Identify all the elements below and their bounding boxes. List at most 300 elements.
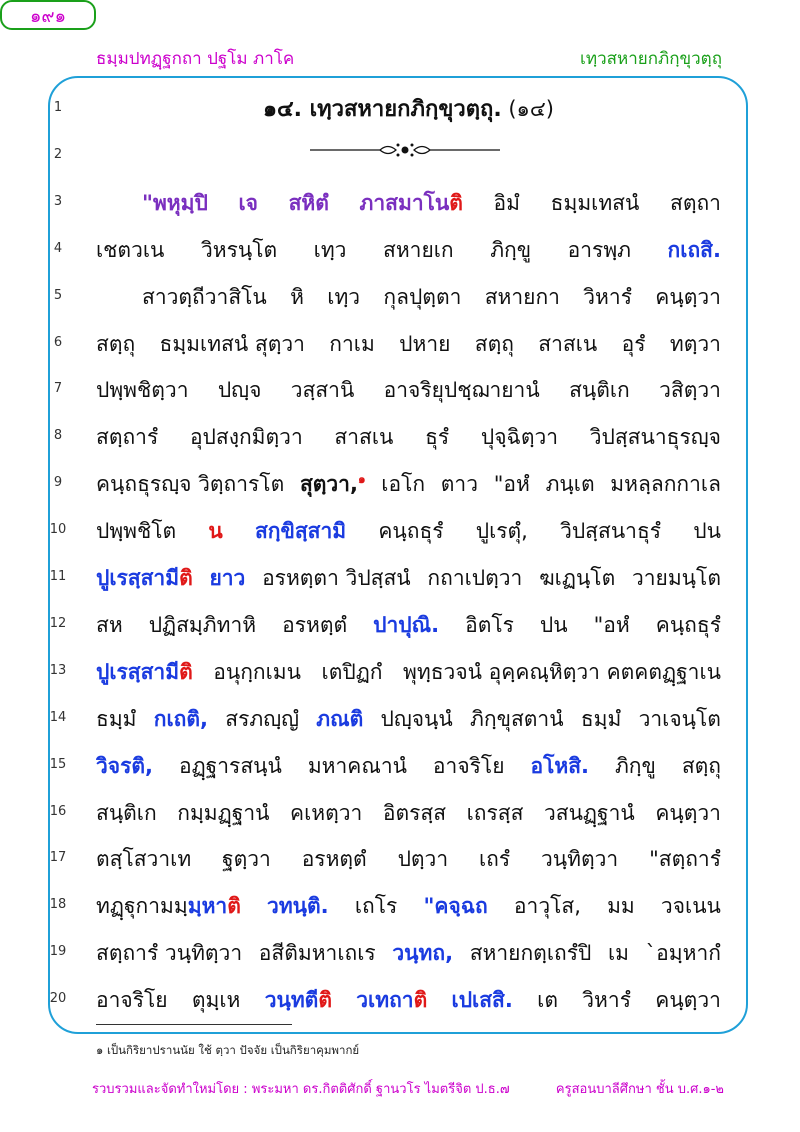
line-text xyxy=(142,274,721,321)
word-text: สตฺถุ xyxy=(681,753,721,778)
text-line xyxy=(0,461,800,508)
word-text: วทนฺติ. xyxy=(267,894,329,919)
word xyxy=(300,461,366,508)
word xyxy=(190,414,303,461)
word-text: กาเม xyxy=(329,331,375,356)
line-text xyxy=(96,930,721,977)
word xyxy=(423,883,487,930)
word-text: กุลปุตฺตา xyxy=(383,284,462,309)
word xyxy=(383,274,461,321)
header-story-title: เทฺวสหายกภิกฺขุวตฺถุ xyxy=(580,48,722,69)
text-line xyxy=(0,930,800,977)
word-text: "อหํ xyxy=(593,612,630,637)
word-particle: ติ xyxy=(449,190,463,215)
word-text: สนฺติเก xyxy=(96,800,157,825)
word xyxy=(381,696,453,743)
word-text: ทฏฺฐุกามมฺ xyxy=(96,894,188,919)
word-text: ธมฺมํ xyxy=(96,706,137,731)
word xyxy=(490,227,531,274)
word xyxy=(615,743,656,790)
word-text: เม xyxy=(607,941,630,966)
word-text: ธมฺมํ xyxy=(580,706,622,731)
line-text xyxy=(96,555,721,602)
word-text: ฆเฏนฺโต xyxy=(539,566,616,590)
text-line xyxy=(0,883,800,930)
word-text: อรหตฺตํ xyxy=(301,847,367,872)
word-text: ปพฺพชิตฺวา xyxy=(96,378,189,403)
word-text: "พหุมฺปิ xyxy=(142,190,208,215)
word-particle: ติ xyxy=(179,659,193,684)
footer-course: ครูสอนบาลีศึกษา ชั้น บ.ศ.๑-๒ xyxy=(555,1082,724,1097)
text-line xyxy=(0,602,800,649)
word-text: มหาคณานํ xyxy=(307,753,407,778)
word-text: มหลฺลกกาเล xyxy=(610,472,721,497)
word-text: วิปสฺสนาธุรํ xyxy=(560,519,662,544)
line-number: 2 xyxy=(53,146,63,162)
word-text: อิตรสฺส xyxy=(382,800,447,825)
word-text: คเหตฺวา xyxy=(290,800,363,825)
word-text: สหายกา xyxy=(484,284,560,309)
word xyxy=(316,696,363,743)
word xyxy=(238,180,257,227)
word-text: เตปิฏกํ xyxy=(321,659,383,684)
word-text: วาเจนฺโต xyxy=(638,706,721,731)
word-text: วิหารํ xyxy=(583,284,632,309)
word xyxy=(649,836,721,883)
word xyxy=(96,508,176,555)
word-text: ปพฺพชิโต xyxy=(96,519,177,544)
footer-author: รวบรวมและจัดทำใหม่โดย : พระมหา ดร.กิตติศักดิ์ ฐานวโร ไมตรีจิต ป.ธ.๗ xyxy=(92,1082,510,1097)
text-line xyxy=(0,649,800,696)
word-text: สาสเน xyxy=(334,425,394,450)
word-text: ตุมฺเห xyxy=(191,988,241,1013)
word xyxy=(263,86,502,133)
word-text: น xyxy=(208,519,223,544)
word xyxy=(96,836,191,883)
word xyxy=(383,227,454,274)
word xyxy=(502,86,554,133)
word-particle: ติ xyxy=(179,566,193,590)
word xyxy=(682,743,721,790)
word xyxy=(403,649,721,696)
word xyxy=(481,414,558,461)
word xyxy=(329,321,375,368)
word-text: สุตฺวา, xyxy=(299,472,358,497)
word-text: คนฺตฺวา xyxy=(655,284,721,309)
line-number: 16 xyxy=(49,803,67,819)
line-text xyxy=(96,86,721,133)
word-text: อฏฺฐารสนฺนํ xyxy=(178,753,282,778)
word-text: คนฺตฺวา xyxy=(655,800,721,825)
word xyxy=(267,883,329,930)
word xyxy=(96,227,164,274)
word-text: ภนฺเต xyxy=(545,472,595,497)
word-text: ปาปุณิ. xyxy=(373,612,440,637)
word-text: เอโก xyxy=(381,472,426,497)
word-text: สตฺถุ xyxy=(96,331,136,356)
footnote-rule xyxy=(96,1024,292,1025)
word xyxy=(290,790,362,837)
word-text: "คจฺฉถ xyxy=(423,894,488,919)
word-text: คนฺตฺวา xyxy=(655,988,721,1013)
word-text: "สตฺถารํ xyxy=(649,847,721,872)
word-text: อาจริยุปชฺฌายานํ xyxy=(383,378,540,403)
word-text: คนฺถธุรํ xyxy=(378,519,444,544)
text-line xyxy=(0,696,800,743)
word xyxy=(142,180,208,227)
word-text: อสีติมหาเถเร xyxy=(258,941,376,966)
word xyxy=(179,743,282,790)
word xyxy=(568,227,631,274)
word-text: สหายเก xyxy=(383,237,454,262)
word-text: เปเสสิ. xyxy=(451,988,513,1013)
word xyxy=(96,696,137,743)
word-text: ฐตฺวา xyxy=(222,847,271,872)
line-text xyxy=(96,743,721,790)
word xyxy=(96,790,157,837)
word xyxy=(514,883,581,930)
word xyxy=(314,227,347,274)
word-text: ภาสมาโน xyxy=(359,190,450,215)
word xyxy=(560,508,661,555)
word-text: สตฺถา xyxy=(670,190,721,215)
word-text: หิ xyxy=(290,284,304,309)
word-text: สนฺติเก xyxy=(569,378,630,403)
word xyxy=(96,367,189,414)
word-text: ตาว xyxy=(440,472,479,497)
word xyxy=(441,461,478,508)
word xyxy=(96,602,123,649)
word-text: ธมฺมเทสนํ xyxy=(550,190,640,215)
word xyxy=(381,461,425,508)
word xyxy=(209,555,245,602)
word xyxy=(546,461,595,508)
line-number: 9 xyxy=(53,475,63,491)
word-text: ปูเรสฺสามี xyxy=(96,566,180,590)
word-text: ปน xyxy=(693,519,721,544)
word-text: ๑๔. เทฺวสหายกภิกฺขุวตฺถุ. xyxy=(263,97,502,122)
word-text: ปูเรตุํ, xyxy=(475,519,528,544)
word-text: อนุกฺกเมน xyxy=(213,659,302,684)
line-number: 19 xyxy=(49,944,67,960)
word xyxy=(646,930,721,977)
word xyxy=(383,790,446,837)
footnote-marker: ๑ xyxy=(357,472,366,487)
line-number: 11 xyxy=(49,569,67,584)
word xyxy=(485,274,560,321)
word xyxy=(360,180,463,227)
word-text: อาจริโย xyxy=(432,753,505,778)
word xyxy=(594,602,630,649)
word xyxy=(373,602,439,649)
word xyxy=(693,508,721,555)
word xyxy=(154,696,208,743)
line-text xyxy=(96,367,721,414)
line-text xyxy=(96,649,721,696)
word xyxy=(291,367,355,414)
word xyxy=(427,555,522,602)
word-text: ปญฺจ xyxy=(217,378,262,403)
word xyxy=(538,321,597,368)
word xyxy=(160,321,305,368)
word xyxy=(96,930,242,977)
line-number: 18 xyxy=(49,897,67,913)
word-text: เต xyxy=(537,988,558,1013)
text-line xyxy=(0,555,800,602)
word xyxy=(670,321,721,368)
text-line xyxy=(0,743,800,790)
line-number: 1 xyxy=(53,100,63,115)
word xyxy=(655,274,721,321)
word xyxy=(494,461,530,508)
word-text: สห xyxy=(96,612,123,637)
line-text xyxy=(96,227,721,274)
word-text: ตสฺโสวาเท xyxy=(96,847,192,872)
word-text: วจเนน xyxy=(660,894,721,919)
word-text: อโหสิ. xyxy=(530,753,589,778)
text-line xyxy=(0,133,800,180)
footnote: ๑ เป็นกิริยาปรานนัย ใช้ ตฺวา ปัจจัย เป็นกิริยาคุมพากย์ xyxy=(96,1043,360,1057)
word-text: วิปสฺสนาธุรญฺจ xyxy=(589,425,721,450)
word xyxy=(218,367,262,414)
line-number: 5 xyxy=(53,287,63,303)
word xyxy=(569,367,630,414)
line-text xyxy=(96,836,721,883)
line-text xyxy=(96,790,721,837)
word-text: วิหรนฺโต xyxy=(200,237,278,262)
word-text: "อหํ xyxy=(493,472,530,497)
word xyxy=(661,883,721,930)
word xyxy=(201,227,277,274)
word xyxy=(378,508,443,555)
word xyxy=(467,790,524,837)
word xyxy=(308,743,407,790)
word-text: เถรํ xyxy=(478,847,511,872)
word xyxy=(583,274,632,321)
word xyxy=(213,649,301,696)
word-text: เทฺว xyxy=(327,284,361,309)
word-text: วสนฏฺฐานํ xyxy=(543,800,635,825)
word xyxy=(470,696,564,743)
word xyxy=(255,508,346,555)
word-text: สรภญฺญํ xyxy=(225,706,300,731)
word xyxy=(582,977,631,1024)
header-book-title: ธมฺมปทฏฺฐกถา ปฐโม ภาโค xyxy=(96,48,295,69)
word-text: อารพฺภ xyxy=(567,237,632,262)
text-line xyxy=(0,86,800,133)
word xyxy=(670,180,721,227)
word-text: กมฺมฏฺฐานํ xyxy=(177,800,270,825)
line-number: 13 xyxy=(49,662,67,678)
text-line xyxy=(0,836,800,883)
word xyxy=(96,414,158,461)
word xyxy=(541,836,618,883)
word xyxy=(177,790,269,837)
page-footer xyxy=(92,1078,724,1099)
word xyxy=(465,602,514,649)
word xyxy=(262,555,411,602)
word-text: อรหตฺตา วิปสฺสนํ xyxy=(262,566,411,590)
word xyxy=(96,555,193,602)
line-number: 10 xyxy=(49,522,67,538)
word-text: ปตฺวา xyxy=(397,847,449,872)
word-text: ภณติ xyxy=(316,706,364,731)
text-line xyxy=(0,977,800,1024)
word xyxy=(632,555,721,602)
word-text: ปุจฺฉิตฺวา xyxy=(480,425,559,450)
word-text: ภิกฺขู xyxy=(614,753,656,778)
word-text: (๑๔) xyxy=(501,97,554,121)
line-number: 20 xyxy=(49,991,67,1007)
word xyxy=(142,274,267,321)
word xyxy=(96,461,284,508)
line-number: 12 xyxy=(49,615,67,631)
line-text xyxy=(96,602,721,649)
text-line xyxy=(0,180,800,227)
text-line xyxy=(0,790,800,837)
word-text: ธมฺมเทสนํ สุตฺวา xyxy=(159,331,305,356)
text-line xyxy=(0,508,800,555)
word-text: ภิกฺขู xyxy=(490,237,532,262)
word xyxy=(96,321,135,368)
word xyxy=(282,602,347,649)
word xyxy=(607,883,635,930)
word-text: วสิตฺวา xyxy=(659,378,721,403)
word xyxy=(355,883,397,930)
word xyxy=(96,649,193,696)
word-text: ภิกฺขุสตานํ xyxy=(470,706,564,731)
word-text: สาวตฺถีวาสิโน xyxy=(142,284,267,309)
line-text xyxy=(96,508,721,555)
word xyxy=(581,696,622,743)
word-text: พุทฺธวจนํ อุคฺคณฺหิตฺวา คตคตฏฺฐาเน xyxy=(403,659,721,684)
page-number: ๑๙๑ xyxy=(0,0,96,30)
word-text: สตฺถารํ xyxy=(96,425,159,450)
word-text: อิตโร xyxy=(465,612,514,637)
word xyxy=(96,883,241,930)
line-number: 8 xyxy=(53,428,63,444)
word-text: ยาว xyxy=(209,566,246,590)
word-text: คนฺถธุรญฺจ วิตฺถารโต xyxy=(96,472,285,497)
line-text xyxy=(96,696,721,743)
word-text: กถาเปตฺวา xyxy=(427,566,523,590)
word xyxy=(384,367,540,414)
word-text: เจ xyxy=(238,190,258,215)
word xyxy=(656,602,721,649)
line-number: 4 xyxy=(53,240,63,256)
word xyxy=(659,367,721,414)
word xyxy=(433,743,505,790)
word-text: ทตฺวา xyxy=(669,331,721,356)
word-text: มม xyxy=(607,894,635,919)
word xyxy=(608,930,629,977)
word-text: สหิตํ xyxy=(288,190,329,215)
word xyxy=(655,977,721,1024)
line-text xyxy=(142,180,721,227)
word-text: กเถสิ. xyxy=(667,237,721,262)
word-text: ปหาย xyxy=(399,331,451,356)
word xyxy=(537,977,558,1024)
word xyxy=(398,836,449,883)
word-text: สหายกตฺเถรํปิ xyxy=(469,941,592,966)
word-text: อาวุโส, xyxy=(513,894,581,919)
word-text: สตฺถุ xyxy=(474,331,514,356)
word-particle: ติ xyxy=(318,988,332,1013)
word xyxy=(540,602,568,649)
word xyxy=(265,977,332,1024)
word-text: อุรํ xyxy=(621,331,646,356)
word xyxy=(149,602,256,649)
word-text: เถโร xyxy=(354,894,398,919)
word-text: ปูเรสฺสามี xyxy=(96,659,180,684)
word-text: วิหารํ xyxy=(582,988,631,1013)
word xyxy=(622,321,646,368)
word-text: ธุรํ xyxy=(425,425,450,450)
word-text: วนฺทตี xyxy=(264,988,319,1013)
word-text: เชตวเน xyxy=(96,237,165,262)
word-text: สกฺขิสฺสามิ xyxy=(254,519,347,544)
line-text xyxy=(96,461,721,508)
word-text: วสฺสานิ xyxy=(290,378,355,403)
line-text xyxy=(96,321,721,368)
word-text: ปน xyxy=(539,612,568,637)
word xyxy=(259,930,376,977)
word xyxy=(479,836,510,883)
word-text: อาจริโย xyxy=(96,988,168,1013)
word-text: อิมํ xyxy=(493,190,521,215)
text-line xyxy=(0,227,800,274)
line-number: 7 xyxy=(53,381,63,397)
word xyxy=(96,977,168,1024)
word xyxy=(590,414,721,461)
text-line xyxy=(0,367,800,414)
word-text: วนฺทถ, xyxy=(392,941,454,966)
word xyxy=(494,180,520,227)
word-text: ปฏิสมฺภิทาหิ xyxy=(148,612,257,637)
word xyxy=(610,461,721,508)
word-text: ปญฺจนฺนํ xyxy=(380,706,453,731)
word-text: สาสเน xyxy=(538,331,598,356)
word xyxy=(551,180,640,227)
word xyxy=(222,836,271,883)
word-text: เทฺว xyxy=(313,237,347,262)
word xyxy=(334,414,393,461)
word xyxy=(476,508,528,555)
word xyxy=(530,743,589,790)
word xyxy=(327,274,360,321)
line-number: 14 xyxy=(49,709,67,725)
word xyxy=(399,321,450,368)
text-line xyxy=(0,414,800,461)
word xyxy=(475,321,514,368)
word-text: สตฺถารํ วนฺทิตฺวา xyxy=(96,941,243,966)
line-text xyxy=(96,883,721,930)
word-particle: ติ xyxy=(413,988,428,1013)
word xyxy=(192,977,241,1024)
line-number: 3 xyxy=(53,193,63,209)
word xyxy=(544,790,635,837)
word xyxy=(356,977,427,1024)
word xyxy=(425,414,449,461)
word xyxy=(208,508,222,555)
word xyxy=(470,930,592,977)
word-text: วายมนฺโต xyxy=(631,566,721,590)
word xyxy=(539,555,615,602)
line-number: 6 xyxy=(53,334,63,350)
word-text: วเทถา xyxy=(356,988,414,1013)
word xyxy=(302,836,367,883)
word-text: วิจรติ, xyxy=(96,753,153,778)
